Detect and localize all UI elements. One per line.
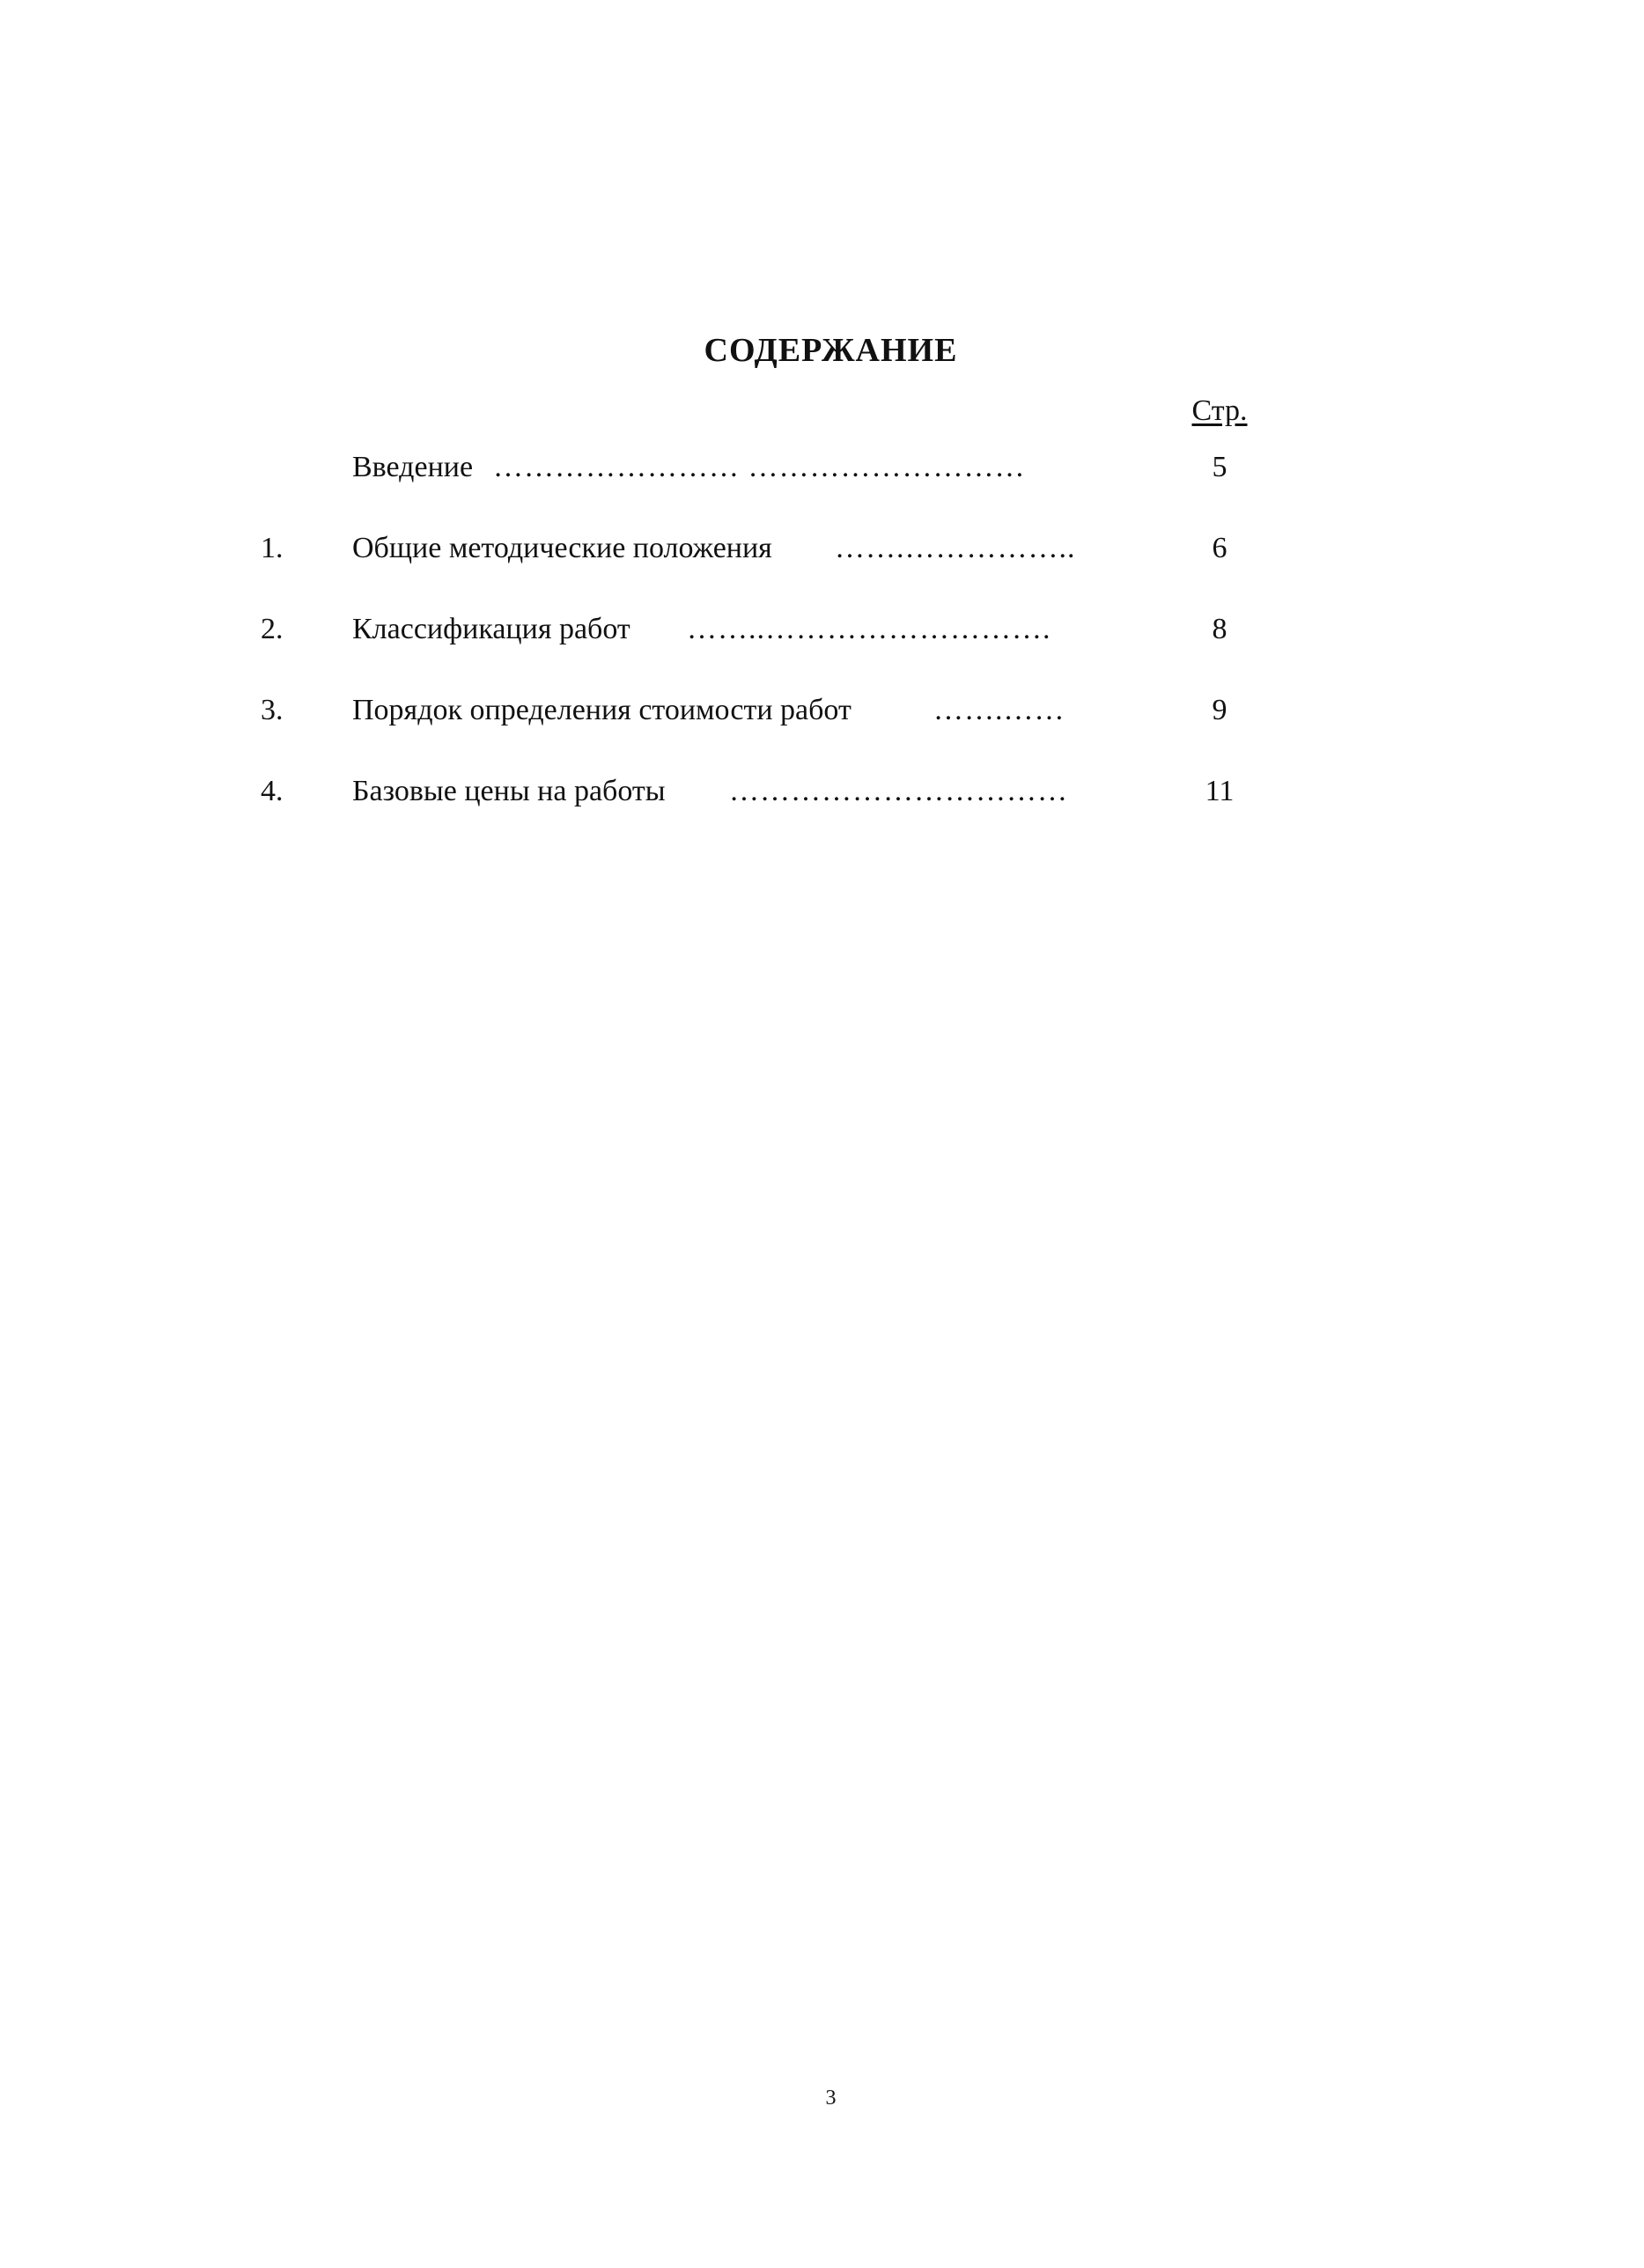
toc-leader-dots: ……..………………………. — [687, 613, 1051, 645]
toc-entry-number: 4. — [261, 775, 284, 807]
toc-entry-text: Классификация работ — [352, 613, 630, 645]
toc-leader-dots: …….…………….. — [835, 532, 1076, 564]
page-column-header: Стр. — [1191, 394, 1248, 427]
toc-entry-text: Порядок определения стоимости работ — [352, 694, 851, 726]
toc-entry-text: Общие методические положения — [352, 532, 772, 564]
toc-entry-number: 1. — [261, 532, 284, 564]
toc-entry-1 — [0, 532, 1644, 585]
toc-leader-dots: …………………………… — [729, 775, 1068, 807]
toc-entry-page: 5 — [1212, 451, 1227, 483]
toc-entry-page: 9 — [1212, 694, 1227, 726]
toc-entry-text: Базовые цены на работы — [352, 775, 666, 807]
toc-entry-page: 11 — [1205, 775, 1235, 807]
toc-title: СОДЕРЖАНИЕ — [704, 332, 958, 369]
toc-entry-3 — [0, 694, 1644, 747]
toc-entry-text: Введение — [352, 451, 474, 483]
toc-entry-page: 8 — [1212, 613, 1227, 645]
toc-leader-dots: …………………… ……………………… — [493, 451, 1026, 483]
toc-leader-dots: …….…… — [933, 694, 1065, 726]
toc-entry-2 — [0, 613, 1644, 666]
toc-entry-number: 3. — [261, 694, 284, 726]
toc-entry-intro — [0, 451, 1644, 504]
toc-entry-4 — [0, 775, 1644, 828]
page-number: 3 — [825, 2087, 837, 2110]
toc-entry-page: 6 — [1212, 532, 1227, 564]
toc-entry-number: 2. — [261, 613, 284, 645]
